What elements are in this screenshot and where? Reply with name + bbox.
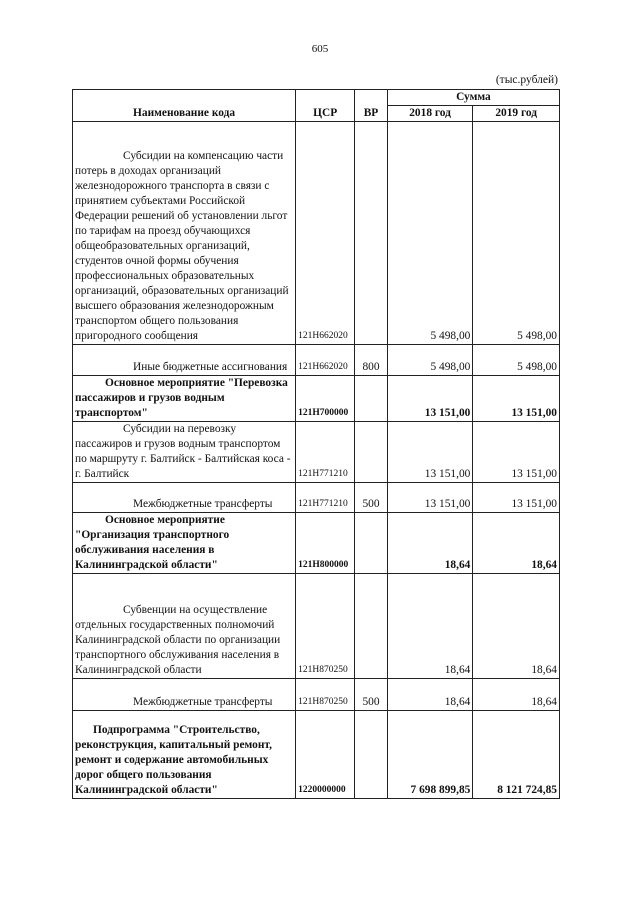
row-csr: 121Н800000 xyxy=(296,513,355,574)
row-name: Подпрограмма "Строительство, реконструкция, капитальный ремонт, ремонт и содержание автомобильных дорог общего пользования Калининградской области" xyxy=(73,711,296,799)
row-vr xyxy=(355,574,388,679)
header-sum: Сумма xyxy=(387,90,559,106)
row-csr: 121Н771210 xyxy=(296,483,355,513)
row-vr: 500 xyxy=(355,483,388,513)
row-amount-2018: 18,64 xyxy=(387,574,473,679)
row-csr: 121Н771210 xyxy=(296,422,355,483)
table-row xyxy=(73,574,560,679)
header-year-2018: 2018 год xyxy=(387,106,473,122)
row-amount-2019: 5 498,00 xyxy=(473,345,560,376)
row-name: Субсидии на компенсацию части потерь в доходах организаций железнодорожного транспорта в связи с принятием субъектами Российской Федерации решений об установлении льгот по тарифам на проезд обучающихся общеобразовательных организаций, студентов очной формы обучения профессиональных образовательных организаций, образовательных организаций высшего образования железнодорожным транспортом общего пользования пригородного сообщения xyxy=(73,122,296,345)
row-name: Основное мероприятие "Перевозка пассажиров и грузов водным транспортом" xyxy=(73,376,296,422)
row-csr: 121Н700000 xyxy=(296,376,355,422)
row-amount-2019: 18,64 xyxy=(473,679,560,711)
row-vr xyxy=(355,711,388,799)
table-row xyxy=(73,376,560,422)
budget-table xyxy=(72,89,560,799)
row-amount-2019: 5 498,00 xyxy=(473,122,560,345)
row-csr: 1220000000 xyxy=(296,711,355,799)
row-amount-2019: 18,64 xyxy=(473,574,560,679)
row-amount-2018: 13 151,00 xyxy=(387,483,473,513)
page-number: 605 xyxy=(311,43,329,55)
row-name: Межбюджетные трансферты xyxy=(73,483,296,513)
table-row xyxy=(73,513,560,574)
row-csr: 121Н662020 xyxy=(296,345,355,376)
header-row-top xyxy=(73,90,560,106)
table-row xyxy=(73,422,560,483)
row-amount-2018: 18,64 xyxy=(387,679,473,711)
row-vr xyxy=(355,513,388,574)
row-csr: 121Н870250 xyxy=(296,574,355,679)
row-name: Основное мероприятие "Организация транспортного обслуживания населения в Калининградской области" xyxy=(73,513,296,574)
row-amount-2019: 13 151,00 xyxy=(473,422,560,483)
row-amount-2019: 8 121 724,85 xyxy=(473,711,560,799)
table-row xyxy=(73,711,560,799)
table-row xyxy=(73,122,560,345)
row-vr xyxy=(355,376,388,422)
row-amount-2018: 13 151,00 xyxy=(387,376,473,422)
table-row xyxy=(73,679,560,711)
table-row xyxy=(73,483,560,513)
table-row xyxy=(73,345,560,376)
header-name: Наименование кода xyxy=(73,90,296,122)
row-amount-2018: 5 498,00 xyxy=(387,122,473,345)
row-vr: 500 xyxy=(355,679,388,711)
row-csr: 121Н870250 xyxy=(296,679,355,711)
row-vr xyxy=(355,122,388,345)
row-vr xyxy=(355,422,388,483)
row-name: Субвенции на осуществление отдельных государственных полномочий Калининградской области по организации транспортного обслуживания населения в Калининградской области xyxy=(73,574,296,679)
row-amount-2018: 18,64 xyxy=(387,513,473,574)
row-amount-2019: 13 151,00 xyxy=(473,483,560,513)
row-amount-2018: 5 498,00 xyxy=(387,345,473,376)
row-amount-2018: 7 698 899,85 xyxy=(387,711,473,799)
row-name: Межбюджетные трансферты xyxy=(73,679,296,711)
header-csr: ЦСР xyxy=(296,90,355,122)
row-vr: 800 xyxy=(355,345,388,376)
row-csr: 121Н662020 xyxy=(296,122,355,345)
row-amount-2019: 13 151,00 xyxy=(473,376,560,422)
row-amount-2019: 18,64 xyxy=(473,513,560,574)
header-year-2019: 2019 год xyxy=(473,106,560,122)
units-label: (тыс.рублей) xyxy=(495,74,558,86)
row-name: Субсидии на перевозку пассажиров и грузов водным транспортом по маршруту г. Балтийск - Балтийская коса - г. Балтийск xyxy=(73,422,296,483)
header-vr: ВР xyxy=(355,90,388,122)
row-name: Иные бюджетные ассигнования xyxy=(73,345,296,376)
row-amount-2018: 13 151,00 xyxy=(387,422,473,483)
